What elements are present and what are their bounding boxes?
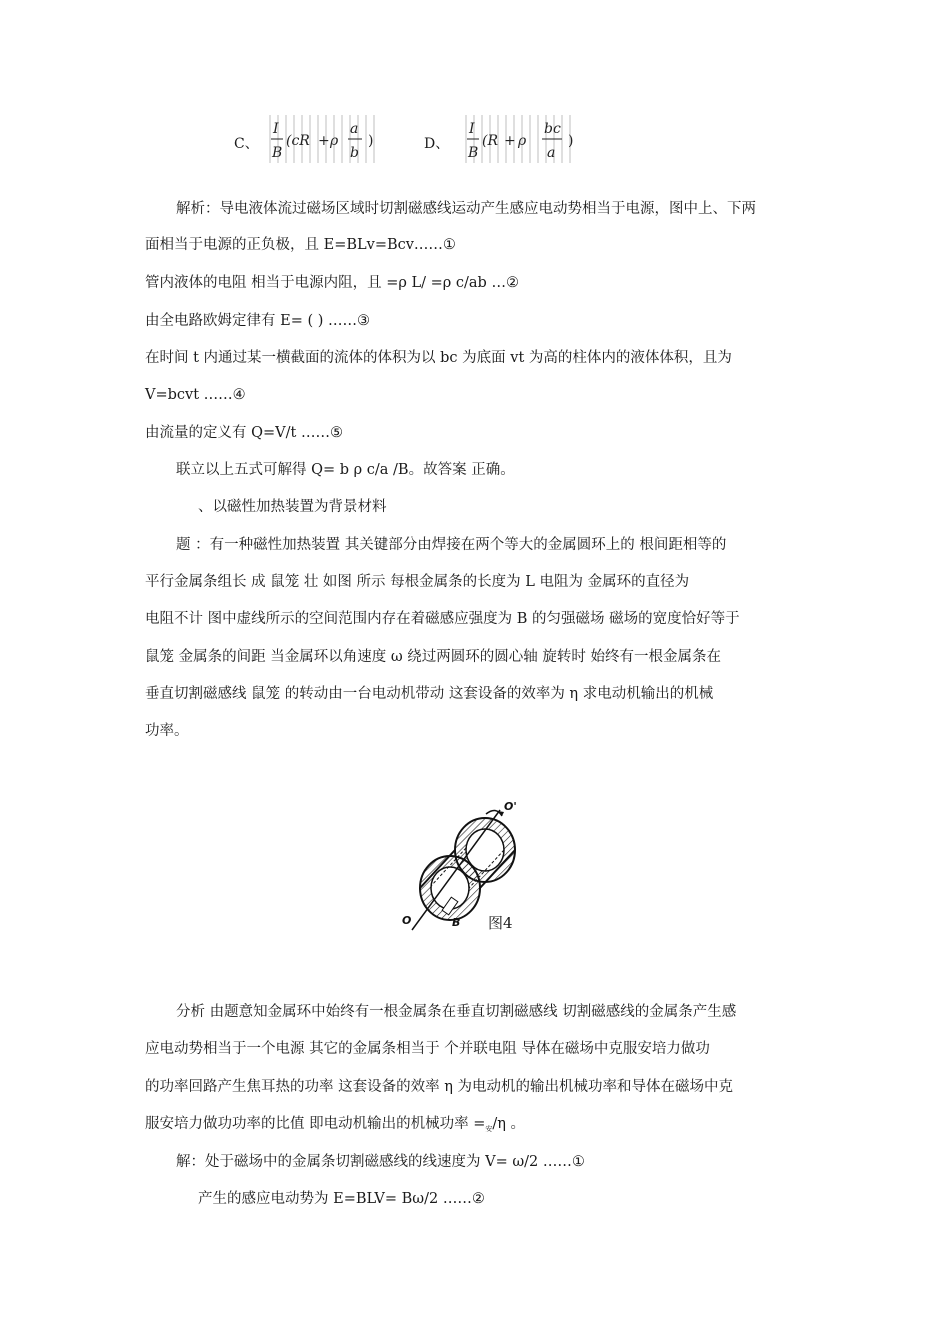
text-line-13: 鼠笼 金属条的间距 当金属环以角速度 ω 绕过两圆环的圆心轴 旋转时 始终有一根金属条在 <box>145 649 721 665</box>
text-line-10: 题 ：有一种磁性加热装置 其关键部分由焊接在两个等大的金属圆环上的 根间距相等的 <box>176 537 727 553</box>
text-line-15: 功率。 <box>145 723 189 739</box>
option-d-label: D、 <box>424 136 450 152</box>
svg-text:B: B <box>272 145 283 161</box>
text-line-2: 面相当于电源的正负极，且 E=BLv=Bcv……① <box>145 237 456 253</box>
text-line-18: 的功率回路产生焦耳热的功率 这套设备的效率 η 为电动机的输出机械功率和导体在磁场中克 <box>145 1079 734 1095</box>
text-line-8: 联立以上五式可解得 Q= b ρ c/a /B。故答案 正确。 <box>176 462 515 478</box>
squirrel-cage-figure <box>400 790 550 940</box>
text-line-11: 平行金属条组长 成 鼠笼 壮 如图 所示 每根金属条的长度为 L 电阻为 金属环的直径为 <box>145 574 690 590</box>
text-line-7: 由流量的定义有 Q=V/t ……⑤ <box>145 425 343 441</box>
svg-text:(cR: (cR <box>286 133 310 149</box>
text-line-1: 解析：导电液体流过磁场区域时切割磁感线运动产生感应电动势相当于电源，图中上、下两 <box>176 201 756 217</box>
text-line-12: 电阻不计 图中虚线所示的空间范围内存在着磁感应强度为 B 的匀强磁场 磁场的宽度恰好等于 <box>145 611 740 627</box>
svg-text:I: I <box>469 121 475 137</box>
figure-caption: 图4 <box>488 914 513 932</box>
svg-text:I: I <box>273 121 279 137</box>
text-line-16: 分析 由题意知金属环中始终有一根金属条在垂直切割磁感线 切割磁感线的金属条产生感 <box>176 1004 737 1020</box>
svg-text:): ) <box>368 133 374 149</box>
text-line-20: 解：处于磁场中的金属条切割磁感线的线速度为 V= ω/2 ……① <box>176 1154 585 1170</box>
svg-text:): ) <box>568 133 574 149</box>
option-c-label: C、 <box>234 136 259 152</box>
svg-text:bc: bc <box>544 121 561 137</box>
svg-text:b: b <box>350 145 359 161</box>
text-line-4: 由全电路欧姆定律有 E= ( ) ……③ <box>145 313 370 329</box>
svg-text:+: + <box>318 133 330 149</box>
svg-text:+: + <box>504 133 516 149</box>
label-o: O <box>402 914 412 927</box>
svg-text:(R: (R <box>482 133 499 149</box>
svg-text:a: a <box>547 145 556 161</box>
svg-text:B: B <box>468 145 479 161</box>
text-line-19-end: /η 。 <box>492 1116 526 1132</box>
text-line-6: V=bcvt ……④ <box>145 387 246 403</box>
svg-text:a: a <box>350 121 359 137</box>
text-line-5: 在时间 t 内通过某一横截面的流体的体积为以 bc 为底面 vt 为高的柱体内的液体体积，且为 <box>145 350 732 366</box>
option-d-formula <box>464 113 580 165</box>
section-heading: 、以磁性加热装置为背景材料 <box>198 499 387 515</box>
text-line-19 <box>145 1114 525 1139</box>
text-line-19-main: 服安培力做功功率的比值 即电动机输出的机械功率 = <box>145 1116 486 1132</box>
label-o-prime: O' <box>504 800 517 813</box>
text-line-3: 管内液体的电阻 相当于电源内阻，且 =ρ L/ =ρ c/ab …② <box>145 275 519 291</box>
text-line-17: 应电动势相当于一个电源 其它的金属条相当于 个并联电阻 导体在磁场中克服安培力做功 <box>145 1041 710 1057</box>
text-line-14: 垂直切割磁感线 鼠笼 的转动由一台电动机带动 这套设备的效率为 η 求电动机输出的机械 <box>145 686 714 702</box>
label-b: B <box>452 916 461 929</box>
svg-text:ρ: ρ <box>330 133 339 149</box>
text-line-19-sub: 安 <box>485 1125 493 1133</box>
svg-text:ρ: ρ <box>518 133 527 149</box>
text-line-21: 产生的感应电动势为 E=BLV= Bω/2 ……② <box>198 1191 485 1207</box>
option-c-formula <box>268 113 380 165</box>
